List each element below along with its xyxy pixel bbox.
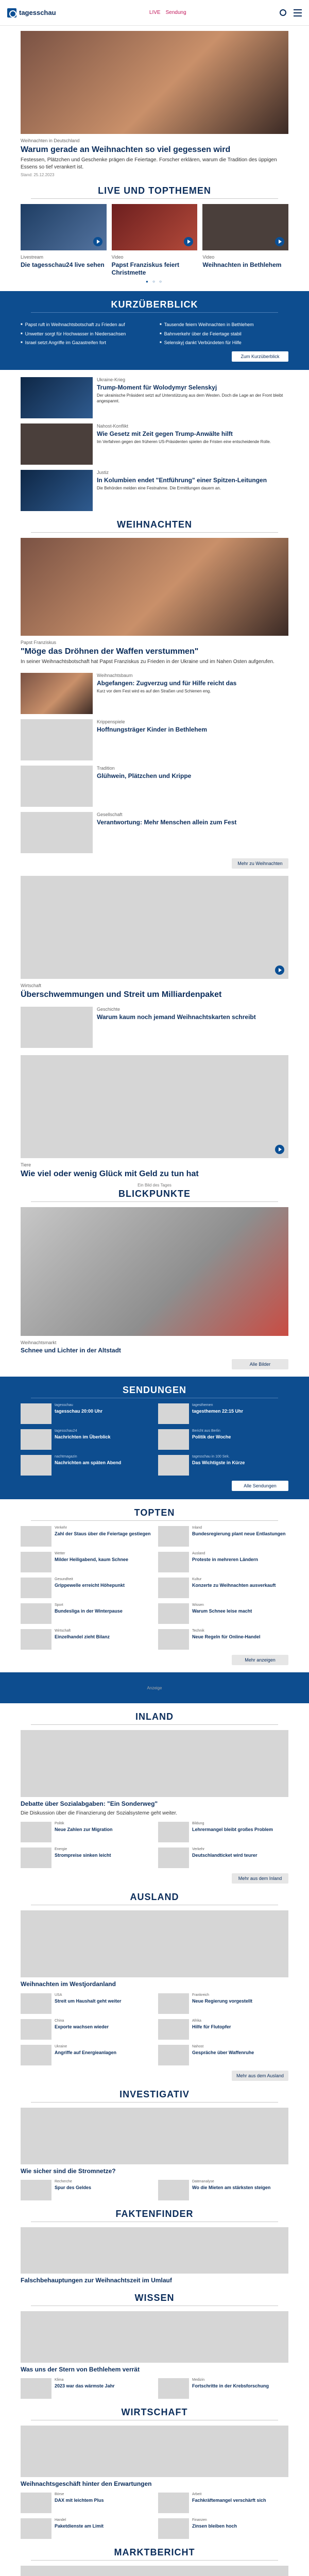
sendung-headline[interactable]: Politik der Woche xyxy=(192,1434,231,1440)
topten-title: TOPTEN xyxy=(134,1507,175,1518)
item-headline[interactable]: Hoffnungsträger Kinder in Bethlehem xyxy=(97,725,208,733)
sendung-kicker: Bericht aus Berlin xyxy=(192,1429,220,1433)
investigativ-item[interactable] xyxy=(158,2180,288,2200)
ausland-item[interactable] xyxy=(158,2045,288,2065)
topten-item[interactable] xyxy=(21,1629,151,1650)
topten-item[interactable] xyxy=(21,1603,151,1624)
news-headline[interactable]: Wie Gesetz mit Zeit gegen Trump-Anwälte hilft xyxy=(97,430,233,438)
weihnachten-item[interactable] xyxy=(21,812,288,853)
wirtschaft-item[interactable] xyxy=(158,2493,288,2513)
weihnachten-more-button[interactable]: Mehr zu Weihnachten xyxy=(232,858,288,869)
topten-kicker: Wissen xyxy=(192,1603,204,1607)
search-icon[interactable] xyxy=(280,9,286,16)
blick-headline[interactable]: Schnee und Lichter in der Altstadt xyxy=(21,1347,121,1354)
hero-headline[interactable]: Warum gerade an Weihnachten so viel gegessen wird xyxy=(21,145,231,154)
inland-headline[interactable]: Neue Zahlen zur Migration xyxy=(55,1827,113,1833)
topten-kicker: Ausland xyxy=(192,1552,205,1556)
tagesschau-logo[interactable] xyxy=(7,8,56,18)
weihnachten-side-item[interactable] xyxy=(21,673,288,714)
topten-headline[interactable]: Neue Regeln für Online-Handel xyxy=(192,1634,261,1640)
topten-item[interactable] xyxy=(158,1552,288,1572)
wissen-headline[interactable]: 2023 war das wärmste Jahr xyxy=(55,2383,115,2388)
item-headline[interactable]: Glühwein, Plätzchen und Krippe xyxy=(97,772,192,779)
ausland-kicker: Nahost xyxy=(192,2044,204,2048)
investigativ-kicker: Datenanalyse xyxy=(192,2180,214,2184)
ad-label: Anzeige xyxy=(147,1685,162,1690)
kurz-item[interactable]: ■ Bahnverkehr über die Feiertage stabil xyxy=(160,331,288,337)
ausland-kicker: China xyxy=(55,2019,64,2023)
inland-item[interactable] xyxy=(158,1822,288,1842)
play-icon[interactable] xyxy=(93,237,102,246)
news-item[interactable] xyxy=(21,470,288,511)
menu-icon[interactable] xyxy=(294,9,302,16)
hero-image[interactable] xyxy=(21,31,288,134)
ausland-item[interactable] xyxy=(158,2019,288,2040)
wissen-item[interactable] xyxy=(158,2378,288,2399)
wirtschaft-item[interactable] xyxy=(21,2493,151,2513)
live-label: LIVE xyxy=(149,10,161,15)
kurzueberblick-band xyxy=(0,291,309,370)
wirtschaft-item[interactable] xyxy=(158,2518,288,2539)
ausland-headline[interactable]: Exporte wachsen wieder xyxy=(55,2024,109,2029)
play-icon[interactable] xyxy=(275,1145,284,1154)
ausland-headline[interactable]: Gespräche über Waffenruhe xyxy=(192,2049,254,2055)
sendung-item[interactable] xyxy=(21,1429,151,1450)
logo-icon xyxy=(7,8,16,18)
wirtschaft-kicker: Börse xyxy=(55,2493,64,2497)
ausland-item[interactable] xyxy=(21,2045,151,2065)
topten-item[interactable] xyxy=(21,1526,151,1547)
inland-lead-teaser: Die Diskussion über die Finanzierung der Sozialsysteme geht weiter. xyxy=(21,1810,178,1816)
topten-headline[interactable]: Warum Schnee leise macht xyxy=(192,1608,252,1614)
markt-title: MARKTBERICHT xyxy=(114,2547,195,2558)
play-icon[interactable] xyxy=(275,965,284,975)
wissen-kicker: Medizin xyxy=(192,2378,205,2382)
topten-headline[interactable]: Einzelhandel zieht Bilanz xyxy=(55,1634,110,1640)
topten-headline[interactable]: Bundesliga in der Winterpause xyxy=(55,1608,123,1614)
topten-headline[interactable]: Grippewelle erreicht Höhepunkt xyxy=(55,1583,125,1588)
sendung-headline[interactable]: Das Wichtigste in Kürze xyxy=(192,1460,245,1466)
topten-item[interactable] xyxy=(21,1578,151,1598)
ausland-lead-headline[interactable]: Weihnachten im Westjordanland xyxy=(21,1980,116,1988)
topten-item[interactable] xyxy=(158,1526,288,1547)
inland-headline[interactable]: Strompreise sinken leicht xyxy=(55,1853,111,1858)
video-kicker: Wirtschaft xyxy=(21,982,42,988)
ausland-kicker: Ukraine xyxy=(55,2044,67,2048)
wissen-headline[interactable]: Fortschritte in der Krebsforschung xyxy=(192,2383,269,2388)
kurz-item[interactable]: ■ Selenskyj dankt Verbündeten für Hilfe xyxy=(160,340,288,346)
news-item[interactable] xyxy=(21,377,288,418)
inland-button[interactable]: Mehr aus dem Inland xyxy=(232,1873,288,1884)
hero-meta: Stand: 25.12.2023 xyxy=(21,173,55,178)
live-kicker: Video xyxy=(202,255,215,260)
sendung-kicker: tagesthemen xyxy=(192,1403,213,1408)
topten-kicker: Sport xyxy=(55,1603,63,1607)
faktenfinder-lead-headline[interactable]: Falschbehauptungen zur Weihnachtszeit im Umlauf xyxy=(21,2277,172,2284)
topten-headline[interactable]: Zahl der Staus über die Feiertage gestiegen xyxy=(55,1531,151,1537)
top-bar xyxy=(0,0,309,26)
wissen-lead-headline[interactable]: Was uns der Stern von Bethlehem verrät xyxy=(21,2365,140,2373)
sendung-item[interactable] xyxy=(21,1403,151,1424)
sendung-kicker: nachtmagazin xyxy=(55,1455,77,1459)
wirtschaft-kicker: Handel xyxy=(55,2518,66,2522)
wirtschaft-lead-headline[interactable]: Weihnachtsgeschäft hinter den Erwartungen xyxy=(21,2480,152,2487)
inland-lead-headline[interactable]: Debatte über Sozialabgaben: "Ein Sonderweg" xyxy=(21,1800,158,1808)
wirtschaft-headline[interactable]: Paketdienste am Limit xyxy=(55,2523,104,2529)
faktenfinder-title: FAKTENFINDER xyxy=(115,2209,194,2219)
wissen-lead-image[interactable] xyxy=(21,2311,288,2363)
story-item[interactable] xyxy=(21,1007,288,1048)
wirtschaft-kicker: Arbeit xyxy=(192,2493,202,2497)
markt-image[interactable] xyxy=(21,2566,288,2576)
topten-kicker: Verkehr xyxy=(55,1526,67,1530)
kurz-title: KURZÜBERBLICK xyxy=(111,299,198,310)
kurz-item[interactable]: ■ Israel setzt Angriffe im Gazastreifen fort xyxy=(21,340,149,346)
topten-item[interactable] xyxy=(158,1578,288,1598)
sendung-kicker: tagesschau24 xyxy=(55,1429,77,1433)
ad-band xyxy=(0,1672,309,1703)
side-headline[interactable]: Abgefangen: Zugverzug und für Hilfe reicht das xyxy=(97,679,237,687)
news-kicker: Justiz xyxy=(97,470,109,476)
blick-kicker: Weihnachtsmarkt xyxy=(21,1340,57,1346)
investigativ-headline[interactable]: Wo die Mieten am stärksten steigen xyxy=(192,2185,271,2191)
blick-button[interactable]: Alle Bilder xyxy=(232,1359,288,1369)
kurz-button[interactable]: Zum Kurzüberblick xyxy=(232,351,288,362)
ausland-kicker: Afrika xyxy=(192,2019,201,2023)
sendung-item[interactable] xyxy=(158,1403,288,1424)
sendung-headline[interactable]: tagesschau 20:00 Uhr xyxy=(55,1409,103,1414)
play-icon[interactable] xyxy=(275,237,284,246)
wirtschaft-lead-image[interactable] xyxy=(21,2426,288,2477)
wirtschaft-headline[interactable]: Fachkräftemangel verschärft sich xyxy=(192,2498,266,2503)
kurz-item[interactable]: ■ Tausende feiern Weihnachten in Bethlehem xyxy=(160,322,288,328)
sendung-item[interactable] xyxy=(158,1429,288,1450)
inland-kicker: Politik xyxy=(55,1822,64,1826)
sendung-headline[interactable]: Nachrichten im Überblick xyxy=(55,1434,111,1440)
live-headline[interactable]: Papst Franziskus feiert Christmette xyxy=(111,261,180,276)
weihnachten-lead-headline[interactable]: "Möge das Dröhnen der Waffen verstummen" xyxy=(21,647,199,656)
blick-title: BLICKPUNKTE xyxy=(118,1189,191,1199)
side-kicker: Weihnachtsbaum xyxy=(97,672,133,678)
investigativ-kicker: Recherche xyxy=(55,2180,72,2184)
ausland-headline[interactable]: Angriffe auf Energieanlagen xyxy=(55,2049,117,2055)
item-headline[interactable]: Verantwortung: Mehr Menschen allein zum Fest xyxy=(97,818,237,826)
wirtschaft-headline[interactable]: Zinsen bleiben hoch xyxy=(192,2523,237,2529)
ausland-title: AUSLAND xyxy=(130,1892,179,1903)
inland-title: INLAND xyxy=(135,1711,174,1722)
topten-button[interactable]: Mehr anzeigen xyxy=(232,1655,288,1665)
live-item[interactable] xyxy=(21,204,107,276)
wirtschaft-kicker: Finanzen xyxy=(192,2518,207,2522)
wirtschaft-headline[interactable]: DAX mit leichtem Plus xyxy=(55,2498,104,2503)
ausland-headline[interactable]: Neue Regierung vorgestellt xyxy=(192,1998,253,2004)
play-icon[interactable] xyxy=(184,237,193,246)
faktenfinder-lead-image[interactable] xyxy=(21,2227,288,2274)
topten-kicker: Kultur xyxy=(192,1578,202,1582)
blick-sub: Ein Bild des Tages xyxy=(138,1183,171,1188)
wissen-item[interactable] xyxy=(21,2378,151,2399)
carousel-dots[interactable]: ● ○ ○ xyxy=(146,279,163,284)
news-teaser: Der ukrainische Präsident setzt auf Unterstützung aus dem Westen. Doch die Lage an der Front bleibt angespannt. xyxy=(97,393,283,404)
news-headline[interactable]: In Kolumbien endet "Entführung" einer Spitzen-Leitungen xyxy=(97,477,267,484)
ausland-button[interactable]: Mehr aus dem Ausland xyxy=(232,2071,288,2081)
inland-kicker: Verkehr xyxy=(192,1848,205,1852)
weihnachten-item[interactable] xyxy=(21,766,288,807)
ausland-headline[interactable]: Hilfe für Flutopfer xyxy=(192,2024,231,2029)
sendungen-title: SENDUNGEN xyxy=(122,1385,186,1396)
inland-item[interactable] xyxy=(21,1848,151,1868)
weihnachten-lead-image[interactable] xyxy=(21,538,288,636)
sendung-kicker: tagesschau xyxy=(55,1403,73,1408)
story3-image[interactable] xyxy=(21,1055,288,1158)
ausland-lead-image[interactable] xyxy=(21,1910,288,1977)
news-kicker: Ukraine-Krieg xyxy=(97,377,126,383)
ausland-kicker: USA xyxy=(55,1993,62,1997)
news-teaser: Im Verfahren gegen den früheren US-Präsidenten spielen die Fristen eine entscheidende Rolle. xyxy=(97,439,271,445)
story-headline[interactable]: Warum kaum noch jemand Weihnachtskarten schreibt xyxy=(97,1013,256,1021)
wirtschaft-item[interactable] xyxy=(21,2518,151,2539)
kurz-item[interactable]: ■ Unwetter sorgt für Hochwasser in Niedersachsen xyxy=(21,331,149,337)
inland-item[interactable] xyxy=(21,1822,151,1842)
story3-headline[interactable]: Wie viel oder wenig Glück mit Geld zu tun hat xyxy=(21,1169,199,1178)
news-headline[interactable]: Trump-Moment für Wolodymyr Selenskyj xyxy=(97,384,217,392)
topten-headline[interactable]: Milder Heiligabend, kaum Schnee xyxy=(55,1557,129,1563)
weihnachten-lead-kicker: Papst Franziskus xyxy=(21,640,57,646)
hero-kicker: Weihnachten in Deutschland xyxy=(21,138,80,143)
logo-text: tagesschau xyxy=(19,9,56,16)
inland-lead-image[interactable] xyxy=(21,1730,288,1797)
ausland-item[interactable] xyxy=(158,1993,288,2014)
wissen-title: WISSEN xyxy=(134,2292,175,2303)
topten-kicker: Technik xyxy=(192,1629,204,1633)
live-text: Sendung xyxy=(165,10,186,15)
news-item[interactable] xyxy=(21,423,288,465)
weihnachten-item[interactable] xyxy=(21,719,288,760)
ausland-item[interactable] xyxy=(21,1993,151,2014)
topten-kicker: Inland xyxy=(192,1526,202,1530)
inland-kicker: Bildung xyxy=(192,1822,204,1826)
live-kicker: Video xyxy=(111,255,124,260)
wirtschaft-title: WIRTSCHAFT xyxy=(121,2406,188,2417)
inland-item[interactable] xyxy=(158,1848,288,1868)
inland-headline[interactable]: Deutschlandticket wird teurer xyxy=(192,1853,258,1858)
topten-item[interactable] xyxy=(158,1603,288,1624)
topten-kicker: Wetter xyxy=(55,1552,65,1556)
sendung-item[interactable] xyxy=(21,1455,151,1476)
investigativ-lead-image[interactable] xyxy=(21,2108,288,2164)
topten-kicker: Wirtschaft xyxy=(55,1629,71,1633)
live-headline[interactable]: Weihnachten in Bethlehem xyxy=(202,261,282,269)
side-teaser: Kurz vor dem Fest wird es auf den Straßen und Schienen eng. xyxy=(97,689,211,694)
item-kicker: Tradition xyxy=(97,765,115,771)
sendung-headline[interactable]: Nachrichten am späten Abend xyxy=(55,1460,122,1466)
video-image[interactable] xyxy=(21,876,288,979)
topten-item[interactable] xyxy=(21,1552,151,1572)
live-section-title: LIVE UND TOPTHEMEN xyxy=(98,185,211,196)
live-item[interactable] xyxy=(112,204,198,276)
sendung-kicker: tagesschau in 100 Sek. xyxy=(192,1455,230,1459)
item-kicker: Krippenspiele xyxy=(97,719,125,724)
topten-headline[interactable]: Konzerte zu Weihnachten ausverkauft xyxy=(192,1583,276,1588)
live-indicator[interactable] xyxy=(149,10,186,15)
news-kicker: Nahost-Konflikt xyxy=(97,423,129,429)
sendung-headline[interactable]: tagesthemen 22:15 Uhr xyxy=(192,1409,244,1414)
weihnachten-title: WEIHNACHTEN xyxy=(117,519,192,530)
wissen-kicker: Klima xyxy=(55,2378,64,2382)
sendungen-band xyxy=(0,1377,309,1499)
topten-kicker: Gesundheit xyxy=(55,1578,73,1582)
story-kicker: Geschichte xyxy=(97,1006,121,1012)
sendung-item[interactable] xyxy=(158,1455,288,1476)
live-item[interactable] xyxy=(202,204,288,276)
topten-item[interactable] xyxy=(158,1629,288,1650)
item-kicker: Gesellschaft xyxy=(97,811,123,817)
ausland-kicker: Frankreich xyxy=(192,1993,210,1997)
live-kicker: Livestream xyxy=(21,255,44,260)
ausland-item[interactable] xyxy=(21,2019,151,2040)
hero-teaser: Festessen, Plätzchen und Geschenke prägen die Feiertage. Forscher erklären, warum die Tradition des üppigen Essens so tief verankert ist. xyxy=(21,157,277,170)
topten-headline[interactable]: Proteste in mehreren Ländern xyxy=(192,1557,259,1563)
ausland-headline[interactable]: Streit um Haushalt geht weiter xyxy=(55,1998,122,2004)
investigativ-lead-headline[interactable]: Wie sicher sind die Stromnetze? xyxy=(21,2167,116,2175)
inland-headline[interactable]: Lehrermangel bleibt großes Problem xyxy=(192,1827,273,1833)
weihnachten-lead-teaser: In seiner Weihnachtsbotschaft hat Papst Franziskus zu Frieden in der Ukraine und im Nahen Osten aufgerufen. xyxy=(21,659,274,665)
investigativ-item[interactable] xyxy=(21,2180,151,2200)
investigativ-headline[interactable]: Spur des Geldes xyxy=(55,2185,92,2191)
story3-kicker: Tiere xyxy=(21,1162,31,1167)
kurz-item[interactable]: ■ Papst ruft in Weihnachtsbotschaft zu Frieden auf xyxy=(21,322,149,328)
topten-headline[interactable]: Bundesregierung plant neue Entlastungen xyxy=(192,1531,286,1537)
investigativ-title: INVESTIGATIV xyxy=(119,2089,190,2099)
inland-kicker: Energie xyxy=(55,1848,67,1852)
news-teaser: Die Behörden melden eine Festnahme. Die Ermittlungen dauern an. xyxy=(97,486,221,491)
video-headline[interactable]: Überschwemmungen und Streit um Milliardenpaket xyxy=(21,990,222,999)
live-headline[interactable]: Die tagesschau24 live sehen xyxy=(21,261,105,269)
blick-image[interactable] xyxy=(21,1207,288,1336)
sendungen-button[interactable]: Alle Sendungen xyxy=(232,1481,288,1491)
